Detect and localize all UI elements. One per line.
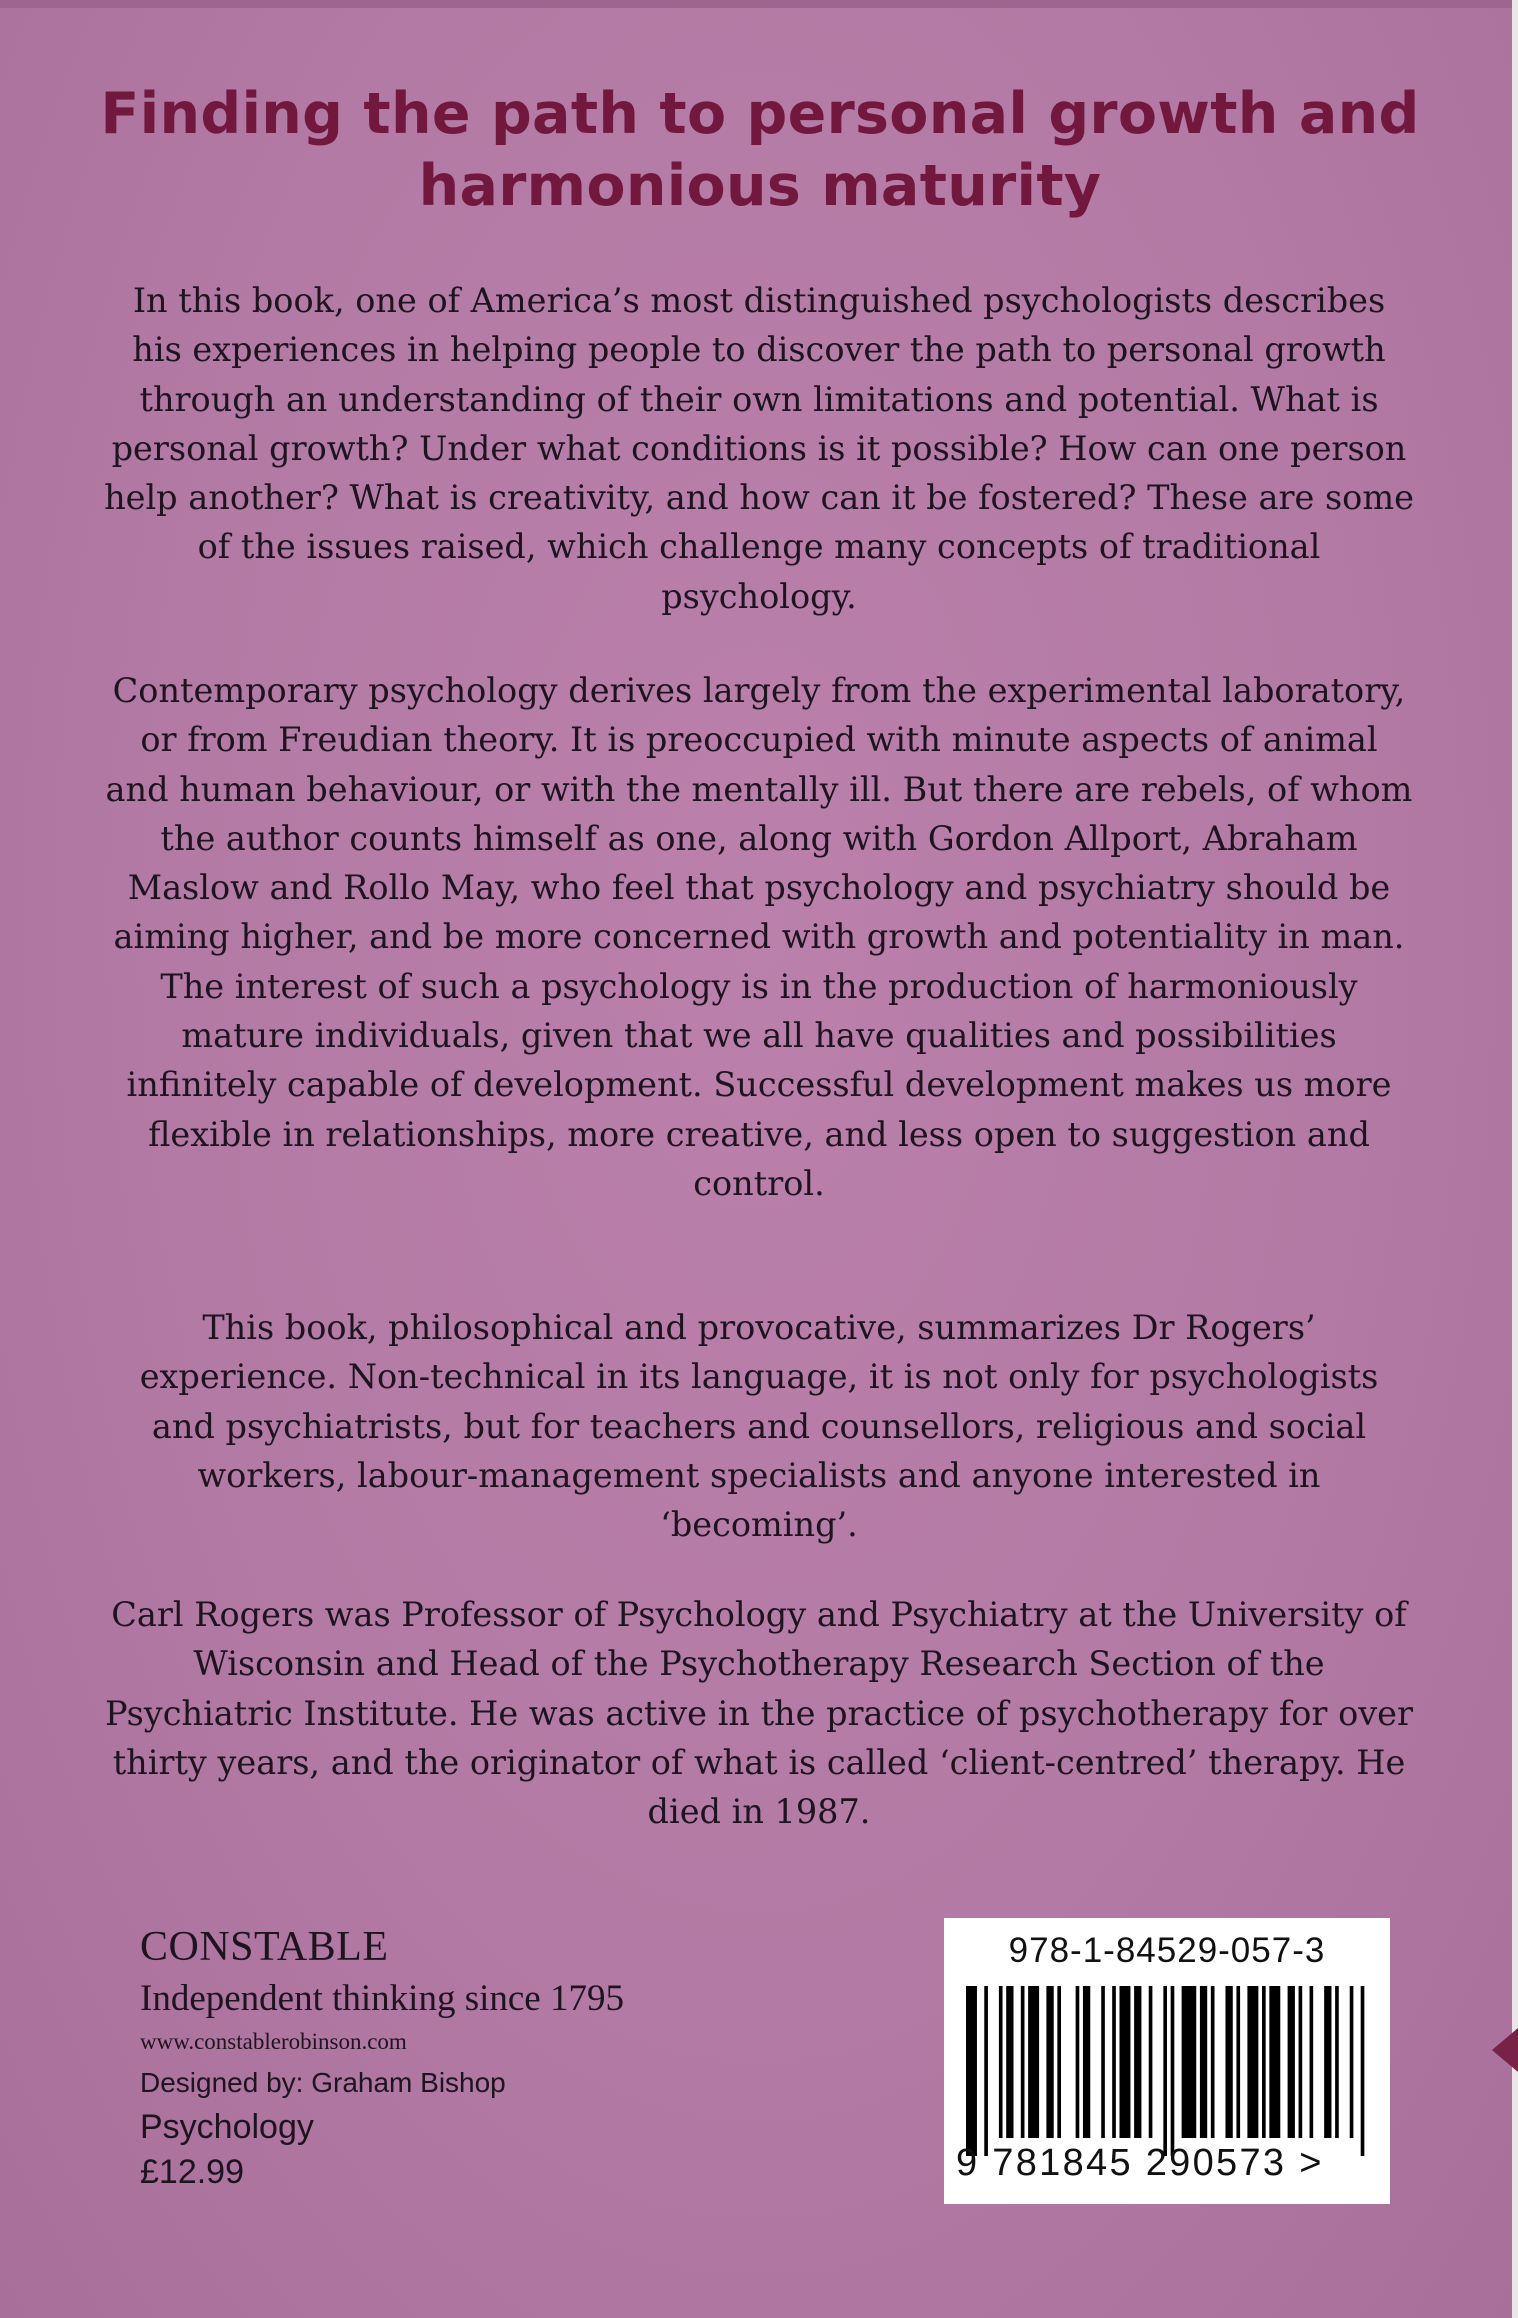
barcode-icon [966,1986,1368,2156]
book-category: Psychology [140,2108,314,2146]
blurb-paragraph-1: In this book, one of America’s most distinguished psychologists describes his experiences in helping people to discover the path to personal growth through an understanding of their own limitations and potential. What is personal growth? Under what conditions is it possible? How can one person help another? What is creativity, and how can it be fostered? These are some of the issues raised, which challenge many concepts of traditional psychology. [104,281,1414,616]
book-price: £12.99 [140,2153,244,2191]
isbn-number: 978-1-84529-057-3 [1008,1931,1326,1970]
barcode-digits: 9 781845 290573 > [956,2142,1324,2184]
cover-top-edge [0,0,1518,8]
publisher-name: CONSTABLE [140,1924,389,1970]
publisher-url: www.constablerobinson.com [140,2029,407,2054]
blurb-paragraph-2: Contemporary psychology derives largely from the experimental laboratory, or from Freudian theory. It is preoccupied with minute aspects of animal and human behaviour, or with the mentally ill. But there are rebels, of whom the author counts himself as one, along with Gordon Allport, Abraham Maslow and Rollo May, who feel that psychology and psychiatry should be aiming higher, and be more concerned with growth and potentiality in man. The interest of such a psychology is in the production of harmoniously mature individuals, given that we all have qualities and possibilities infinitely capable of development. Successful development makes us more flexible in relationships, more creative, and less open to suggestion and control. [105,671,1413,1203]
cover-right-edge [1512,0,1518,2318]
barcode-panel [944,1918,1390,2204]
publisher-tagline: Independent thinking since 1795 [140,1978,624,2019]
headline: Finding the path to personal growth and harmonious maturity [100,81,1420,219]
designer-credit: Designed by: Graham Bishop [140,2067,506,2098]
blurb-paragraph-3: This book, philosophical and provocative, summarizes Dr Rogers’ experience. Non-technical in its language, it is not only for psychologists and psychiatrists, but for teachers and counsellors, religious and social workers, labour-management specialists and anyone interested in ‘becoming’. [139,1308,1379,1545]
publisher-block [140,1922,780,2194]
author-bio-paragraph: Carl Rogers was Professor of Psychology and Psychiatry at the University of Wisconsin and Head of the Psychotherapy Research Section of the Psychiatric Institute. He was active in the practice of psychotherapy for over thirty years, and the originator of what is called ‘client-centred’ therapy. He died in 1987. [104,1595,1414,1832]
corner-mark-icon [1492,2028,1518,2072]
